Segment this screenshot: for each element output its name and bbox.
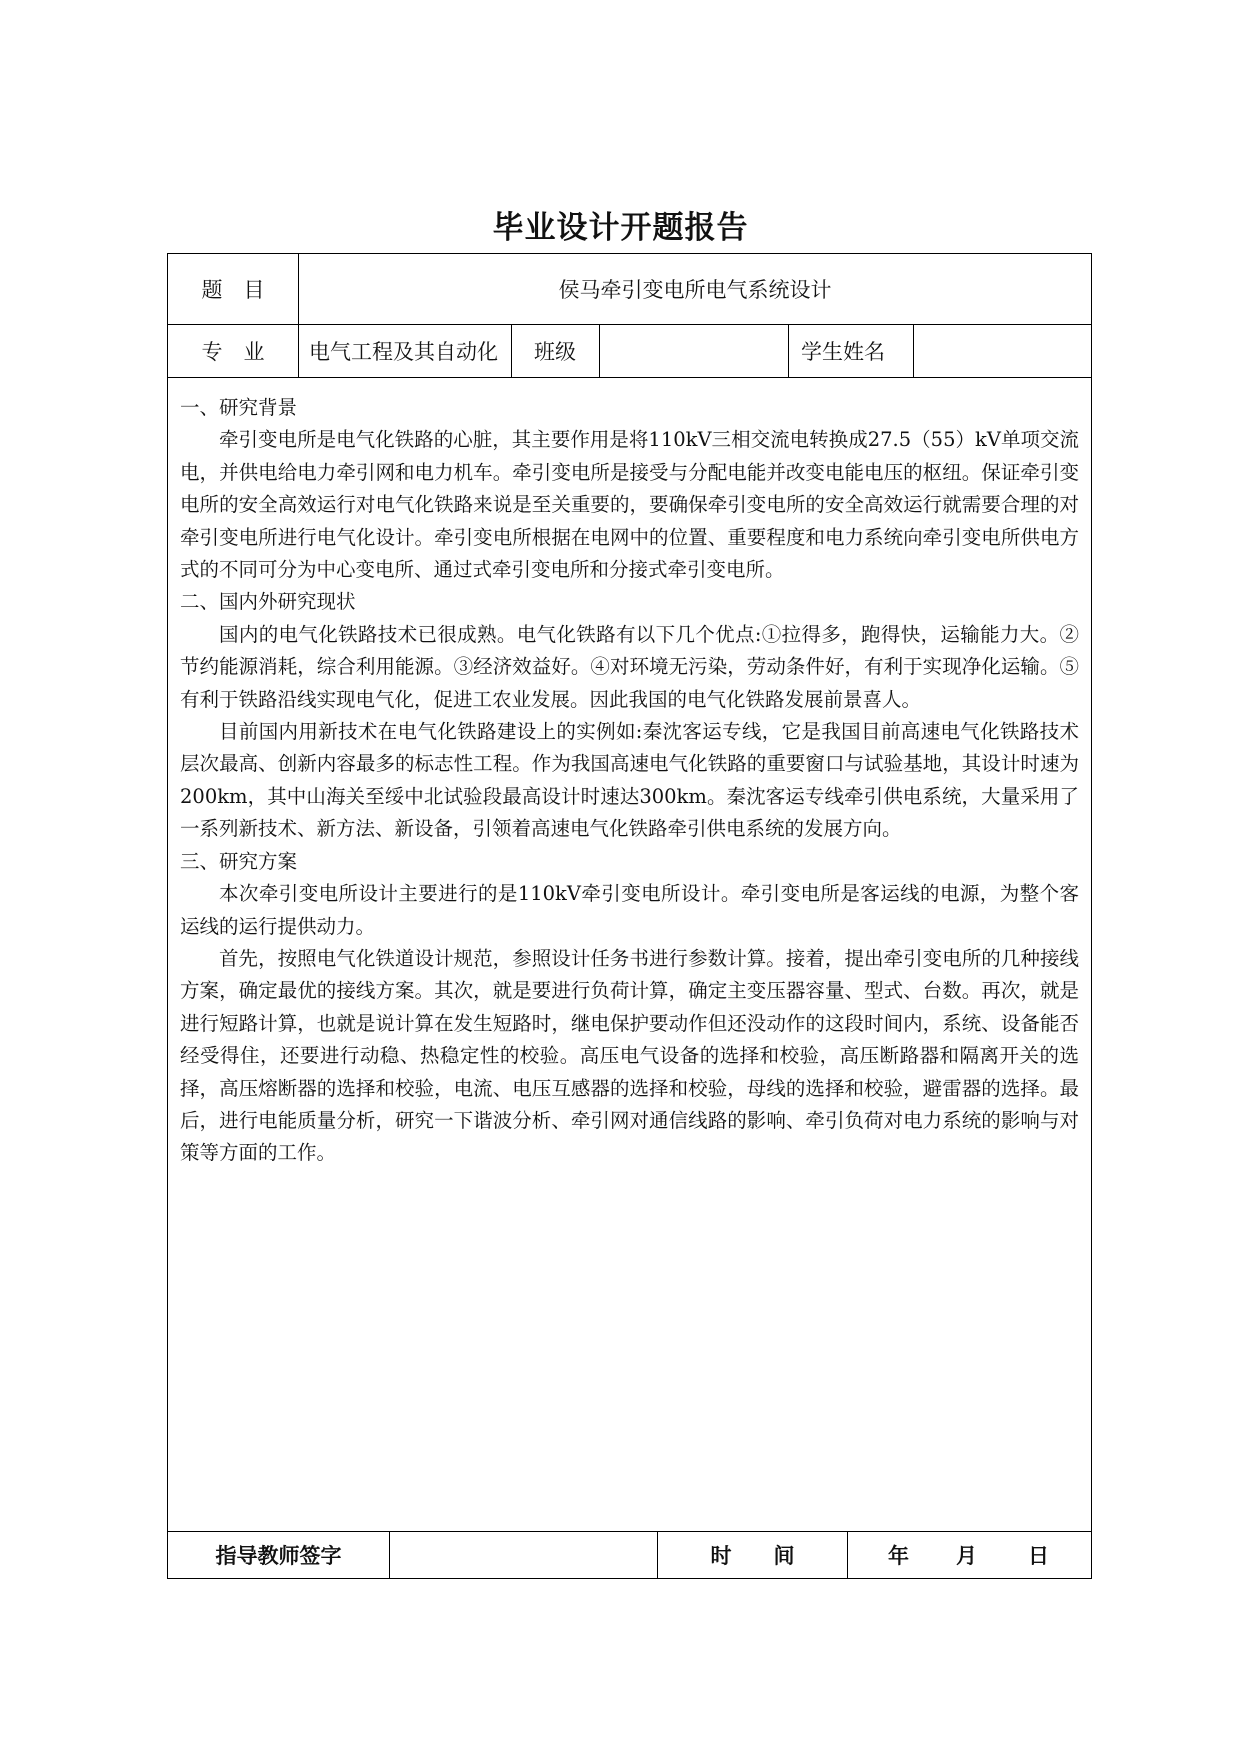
time-label: 时 间	[710, 1544, 795, 1568]
time-label-cell	[658, 1532, 848, 1578]
topic-value: 侯马牵引变电所电气系统设计	[558, 278, 832, 302]
major-value: 电气工程及其自动化	[309, 340, 498, 364]
section-paragraph: 国内的电气化铁路技术已很成熟。电气化铁路有以下几个优点:①拉得多，跑得快，运输能力大。②节约能源消耗，综合利用能源。③经济效益好。④对环境无污染，劳动条件好，有利于实现净化运输。⑤有利于铁路沿线实现电气化，促进工农业发展。因此我国的电气化铁路发展前景喜人。	[180, 622, 1079, 711]
year-label: 年	[888, 1544, 909, 1568]
section-paragraph: 首先，按照电气化铁道设计规范，参照设计任务书进行参数计算。接着，提出牵引变电所的几种接线方案，确定最优的接线方案。其次，就是要进行负荷计算，确定主变压器容量、型式、台数。再次，就是进行短路计算，也就是说计算在发生短路时，继电保护要动作但还没动作的这段时间内，系统、设备能否经受得住，还要进行动稳、热稳定性的校验。高压电气设备的选择和校验，高压断路器和隔离开关的选择，高压熔断器的选择和校验，电流、电压互感器的选择和校验，母线的选择和校验，避雷器的选择。最后，进行电能质量分析，研究一下谐波分析、牵引网对通信线路的影响、牵引负荷对电力系统的影响与对策等方面的工作。	[180, 946, 1079, 1165]
advisor-label-cell	[168, 1532, 390, 1578]
info-row	[168, 325, 1091, 378]
section-heading: 三、研究方案	[180, 849, 298, 873]
topic-value-cell[interactable]	[299, 254, 1091, 324]
major-value-cell[interactable]	[299, 325, 512, 377]
student-name-label: 学生姓名	[801, 340, 885, 364]
major-label-cell	[168, 325, 299, 377]
page-title: 毕业设计开题报告	[492, 210, 749, 246]
section-paragraph: 牵引变电所是电气化铁路的心脏，其主要作用是将110kV三相交流电转换成27.5（55）kV单项交流电，并供电给电力牵引网和电力机车。牵引变电所是接受与分配电能并改变电能电压的枢纽。保证牵引变电所的安全高效运行对电气化铁路来说是至关重要的，要确保牵引变电所的安全高效运行就需要合理的对牵引变电所进行电气化设计。牵引变电所根据在电网中的位置、重要程度和电力系统向牵引变电所供电方式的不同可分为中心变电所、通过式牵引变电所和分接式牵引变电所。	[180, 428, 1079, 582]
topic-label-cell	[168, 254, 299, 324]
student-value-cell[interactable]	[914, 325, 1091, 377]
class-label: 班级	[534, 340, 576, 364]
section-paragraph: 目前国内用新技术在电气化铁路建设上的实例如:秦沈客运专线，它是我国目前高速电气化铁路技术层次最高、创新内容最多的标志性工程。作为我国高速电气化铁路的重要窗口与试验基地，其设计时速为200km，其中山海关至绥中北试验段最高设计时速达300km。秦沈客运专线牵引供电系统，大量采用了一系列新技术、新方法、新设备，引领着高速电气化铁路牵引供电系统的发展方向。	[180, 720, 1079, 841]
advisor-signature-cell[interactable]	[390, 1532, 658, 1578]
advisor-signature-label: 指导教师签字	[215, 1544, 342, 1568]
date-cell[interactable]	[848, 1532, 1091, 1578]
section-heading: 二、国内外研究现状	[180, 590, 356, 614]
proposal-form	[167, 253, 1092, 1579]
student-label-cell	[789, 325, 914, 377]
day-label: 日	[1028, 1544, 1049, 1568]
signature-row	[168, 1531, 1091, 1578]
report-body	[180, 392, 1079, 1170]
month-label: 月	[956, 1544, 977, 1568]
section-heading: 一、研究背景	[180, 396, 298, 419]
major-label: 专 业	[201, 340, 265, 364]
section-paragraph: 本次牵引变电所设计主要进行的是110kV牵引变电所设计。牵引变电所是客运线的电源，为整个客运线的运行提供动力。	[180, 882, 1079, 938]
class-value-cell[interactable]	[600, 325, 789, 377]
topic-row	[168, 254, 1091, 325]
class-label-cell	[512, 325, 600, 377]
topic-label: 题 目	[201, 278, 265, 302]
